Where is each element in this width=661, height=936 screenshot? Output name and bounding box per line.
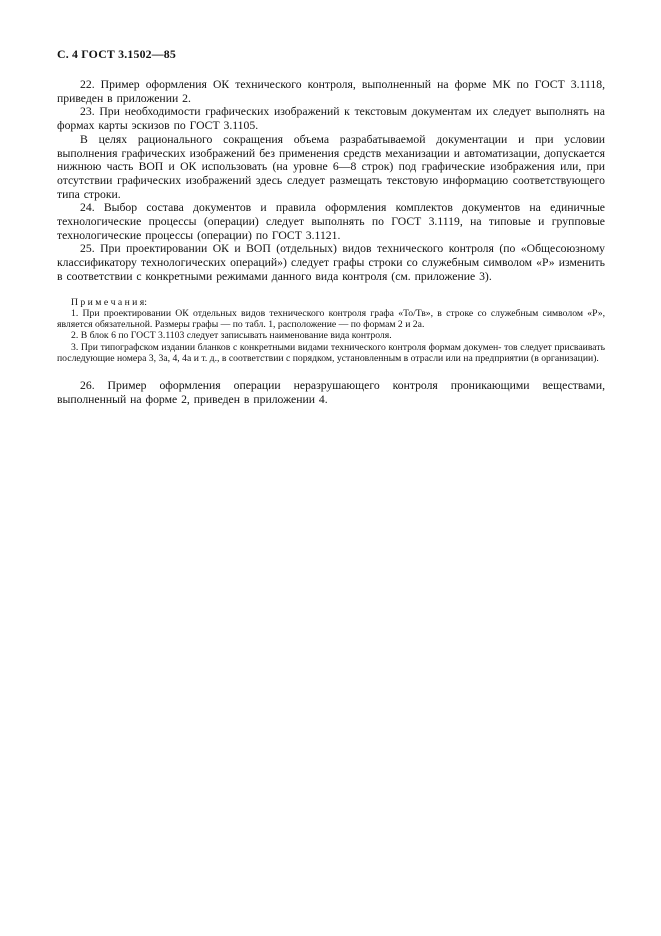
paragraph-24: 24. Выбор состава документов и правила оформления комплектов документов на единичные технологические процессы (операции) следует выполнять по ГОСТ 3.1119, на типовые и групповые технологические процессы (операции) по ГОСТ 3.1121. <box>57 201 605 242</box>
paragraph-23-continuation: В целях рационального сокращения объема разрабатываемой документации и при условии выполнения графических изображений без применения средств механизации и автоматизации, допускается нижнюю часть ВОП и ОК использовать (на уровне 6—8 строк) под графические изображения или, при отсутствии графических изображений здесь следует размещать текстовую информацию соответствующего типа строки. <box>57 132 605 201</box>
paragraph-22: 22. Пример оформления ОК технического контроля, выполненный на форме МК по ГОСТ 3.1118, приведен в приложении 2. <box>57 78 605 105</box>
paragraph-23: 23. При необходимости графических изображений к текстовым документам их следует выполнять на формах карты эскизов по ГОСТ 3.1105. <box>57 105 605 133</box>
note-1: 1. При проектировании ОК отдельных видов технического контроля графа «То/Тв», в строке со служебным символом «Р», является обязательной. Размеры графы — по табл. 1, расположение — по формам 2 и 2а. <box>57 307 605 331</box>
notes-section <box>57 297 605 365</box>
page-header: С. 4 ГОСТ 3.1502—85 <box>57 47 176 61</box>
note-2: 2. В блок 6 по ГОСТ 3.1103 следует записывать наименование вида контроля. <box>71 330 392 342</box>
paragraph-25: 25. При проектировании ОК и ВОП (отдельных) видов технического контроля (по «Общесоюзному классификатору технологических операций») следует графы строки со служебным символом «Р» изменить в соответствии с конкретными режимами данного вида контроля (см. приложение 3). <box>57 242 605 283</box>
notes-label: П р и м е ч а н и я: <box>71 296 147 308</box>
paragraph-26: 26. Пример оформления операции неразрушающего контроля проникающими веществами, выполненный на форме 2, приведен в приложении 4. <box>57 379 605 407</box>
note-3: 3. При типографском издании бланков с конкретными видами технического контроля формам докумен- тов следует присваивать последующие номера 3, 3а, 4, 4а и т. д., в соответствии с порядком, установленным в отрасли или на предприятии (в организации). <box>57 341 605 365</box>
